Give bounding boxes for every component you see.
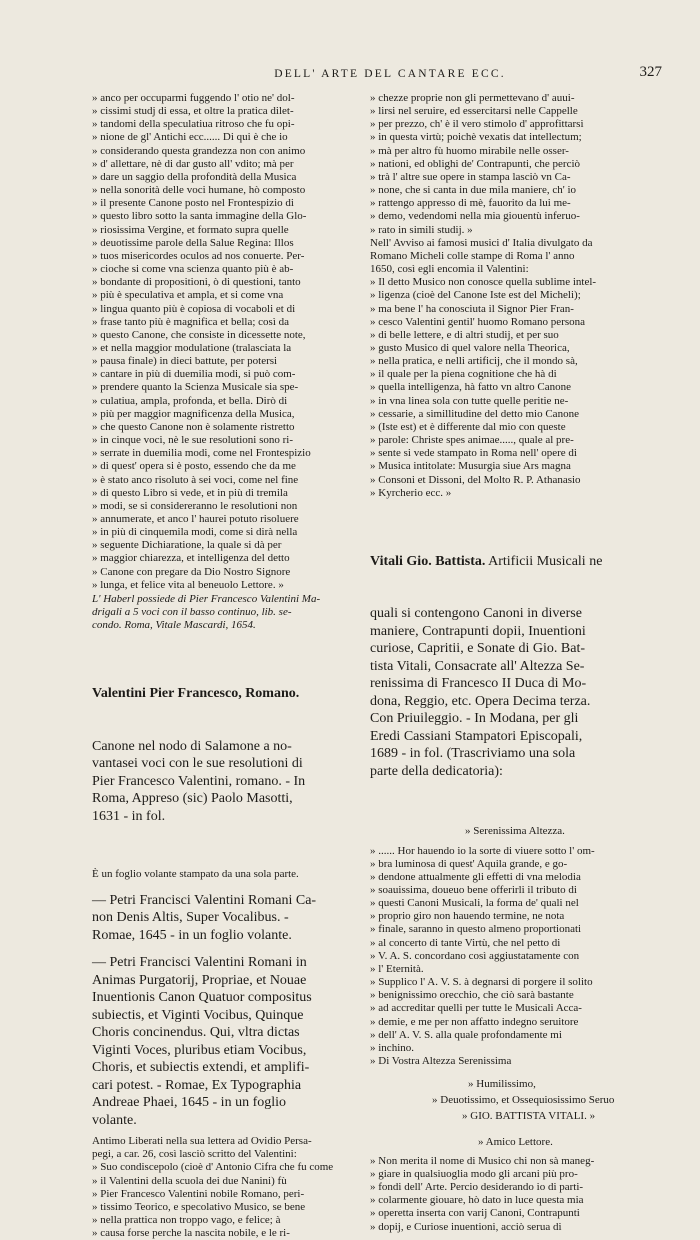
text-line: » Consoni et Dissoni, del Molto R. P. Athanasio [370, 473, 581, 486]
text-line: » colarmente giouare, hò dato in luce questa mia [370, 1194, 584, 1207]
text-line: » più per maggior magnificenza della Musica, [92, 407, 295, 420]
text-line: » Musica intitolate: Musurgia siue Ars magna [370, 460, 571, 473]
liberati-quote [92, 1135, 350, 1240]
entry-line: curiose, Capritii, e Sonate di Gio. Bat- [370, 641, 586, 657]
text-line: » nella sonorità delle voci humane, hò composto [92, 184, 306, 197]
text-line: » trà l' altre sue opere in stampa lasciò vn Ca- [370, 170, 571, 183]
entry-line: Viginti Voces, pluribus etiam Vocibus, [92, 1042, 307, 1058]
left-column [92, 92, 350, 1240]
text-line: pegi, a car. 26, così lasciò scritto del Valentini: [92, 1148, 297, 1161]
entry-line: Choris concinendus. Qui, vltra dictas [92, 1025, 300, 1041]
text-line: » Di Vostra Altezza Serenissima [370, 1055, 512, 1067]
text-line: » ligenza (cioè del Canone Iste est del Micheli); [370, 289, 581, 302]
text-line: » considerando questa grandezza non con animo [92, 144, 306, 157]
entry-line: — Petri Francisci Valentini Romani Ca- [92, 892, 317, 908]
text-line: » quella intelligenza, hà fatto vn altro Canone [370, 381, 571, 394]
text-line: » V. A. S. concordano così aggiustatamente con [370, 949, 580, 962]
text-line: » tandomi della speculatiua ritroso che fu opi- [92, 118, 295, 131]
text-line: » rattengo appresso di mè, fauorito da lui me- [370, 197, 571, 210]
text-line: » giare in qualsiuoglia modo gli arcani più pro- [370, 1167, 578, 1180]
entry-line: volante. [92, 1112, 137, 1128]
lettore-text [370, 1155, 660, 1234]
text-line: » finale, saranno in questo almeno proportionati [370, 923, 582, 936]
text-line: » cissimi studj di essa, et oltre la pratica dilet- [92, 105, 294, 118]
text-line: » rato in simili studij. » [370, 223, 473, 236]
text-line: » cioche si come vna scienza quanto più è ab- [92, 263, 294, 276]
text-line: » bondante di propositioni, ò di questioni, tanto [92, 276, 301, 289]
text-line: » dell' A. V. S. alla quale profondamente mi [370, 1028, 562, 1041]
text-line: » serrate in duemilia modi, come nel Frontespizio [92, 447, 311, 460]
entry-line: Pier Francesco Valentini, romano. - In [92, 773, 306, 789]
page-number: 327 [639, 64, 662, 80]
entry-note: È un foglio volante stampato da una sola parte. [92, 868, 299, 881]
text-line: » sente si vede stampato in Roma nell' opere di [370, 447, 577, 460]
text-line: » Canone con pregare da Dio Nostro Signore [92, 565, 291, 578]
text-line: » dendone attualmente gli effetti di vna melodia [370, 870, 581, 883]
text-line: » parole: Christe spes animae....., quale al pre- [370, 434, 574, 447]
text-line: » Supplico l' A. V. S. à degnarsi di porgere il solito [370, 976, 593, 989]
text-line: » nione de gl' Antichi ecc...... Di qui è che io [92, 131, 288, 144]
running-title: DELL' ARTE DEL CANTARE ECC. [274, 68, 506, 80]
entry-line: Andreae Phaei, 1645 - in un foglio [92, 1095, 287, 1111]
text-line: L' Haberl possiede di Pier Francesco Valentini Ma- [92, 592, 321, 605]
text-line: » tissimo Teorico, e specolativo Musico, se bene [92, 1200, 306, 1213]
continued-quote [92, 92, 350, 592]
entry-line: Eredi Cassiani Stampatori Episcopali, [370, 728, 583, 744]
text-line: » ad accreditar quelli per tutte le Musicali Acca- [370, 1002, 582, 1015]
text-line: » mà per altro fù huomo mirabile nelle osser- [370, 144, 569, 157]
text-line: » et nella maggior modulatione (tralasciata la [92, 341, 292, 354]
text-line: » operetta inserta con varij Canoni, Contrapunti [370, 1207, 580, 1220]
text-line: » Kyrcherio ecc. » [370, 486, 452, 499]
text-line: » seguente Dichiaratione, la quale si dà per [92, 539, 282, 552]
entry-canon-purgatorij [92, 954, 350, 1129]
lettore-salutation: » Amico Lettore. [478, 1135, 553, 1148]
text-line: » nationi, ed oblighi de' Contrapunti, che perciò [370, 157, 581, 170]
text-line: » prendere quanto la Scienza Musicale sia spe- [92, 381, 299, 394]
signature-devoted: » Deuotissimo, et Ossequiosissimo Seruo [432, 1094, 615, 1107]
entry-line: subiectis, et Viginti Vocibus, Quinque [92, 1007, 304, 1023]
text-line: » l' Eternità. [370, 962, 424, 975]
dedication-text [370, 845, 660, 1069]
text-line: » frase tanto più è magnifica et bella; così da [92, 315, 290, 328]
text-line: » in più di cinquemila modi, come si dirà nella [92, 526, 298, 539]
continued-liberati-quote [370, 92, 660, 237]
text-line: » il Valentini della scuola dei due Nanini) fù [92, 1174, 287, 1187]
text-line: » cantare in più di duemilia modi, si può com- [92, 368, 296, 381]
text-line: » nella prattica non troppo vago, e felice; à [92, 1214, 281, 1226]
entry-heading: Valentini Pier Francesco, Romano. [92, 686, 300, 702]
entry-line: Roma, Appreso (sic) Paolo Masotti, [92, 791, 293, 807]
text-line: » ...... Hor hauendo io la sorte di viuere sotto l' om- [370, 844, 595, 857]
text-line: Nell' Avviso ai famosi musici d' Italia divulgato da [370, 236, 593, 249]
entry-line: maniere, Contrapunti dopii, Inuentioni [370, 623, 586, 639]
text-line: » questo libro sotto la santa immagine della Glo- [92, 210, 307, 223]
text-line: » gusto Musico di quel valore nella Theorica, [370, 341, 570, 354]
text-line: » è stato anco risoluto à sei voci, come nel fine [92, 473, 299, 486]
text-line: 1650, così egli encomia il Valentini: [370, 263, 529, 276]
text-line: » dare un saggio della profondità della Musica [92, 170, 297, 183]
text-line: » Non merita il nome di Musico chi non sà maneg- [370, 1154, 595, 1167]
text-line: drigali a 5 voci con il basso continuo, lib. se- [92, 606, 292, 619]
entry-heading-vitali: Vitali Gio. Battista. [370, 553, 486, 569]
haberl-note [92, 593, 350, 632]
text-line: » nella pratica, e nelli artificij, che il mondo sà, [370, 355, 578, 368]
text-line: » Pier Francesco Valentini nobile Romano, peri- [92, 1187, 305, 1200]
right-column [370, 92, 660, 1234]
entry-line: Choris, et subiectis extendi, et amplifi- [92, 1060, 310, 1076]
entry-line: dona, Reggio, etc. Opera Decima terza. [370, 693, 591, 709]
entry-line: Romae, 1645 - in un foglio volante. [92, 927, 292, 943]
text-line: Romano Micheli colle stampe di Roma l' anno [370, 249, 575, 262]
text-line: » il quale per la piena cognitione che hà di [370, 368, 557, 381]
text-line: condo. Roma, Vitale Mascardi, 1654. [92, 619, 256, 632]
text-line: » d' allettare, nè di dar gusto all' vdito; mà per [92, 157, 294, 170]
entry-first-line: Artificii Musicali ne [485, 553, 603, 569]
text-line: » riosissima Vergine, et formato supra quelle [92, 223, 289, 236]
text-line: » maggior chiarezza, et intelligenza del detto [92, 552, 290, 565]
text-line: » culatiua, ampla, profonda, et bella. Dirò di [92, 394, 288, 407]
text-line: » di belle lettere, e di altri studij, et per suo [370, 328, 559, 341]
text-line: » anco per occuparmi fuggendo l' otio ne' dol- [92, 92, 295, 104]
entry-line: Inuentionis Canon Quatuor compositus [92, 990, 312, 1006]
entry-line: non Denis Altis, Super Vocalibus. - [92, 910, 289, 926]
text-line: » dopij, e Curiose inuentioni, acciò serua di [370, 1220, 562, 1233]
text-line: » Il detto Musico non conosce quella sublime intel- [370, 276, 597, 289]
entry-line: cari potest. - Romae, Ex Typographia [92, 1077, 302, 1093]
entry-line: Con Priuileggio. - In Modana, per gli [370, 711, 579, 727]
text-line: » lingua quanto più è copiosa di vocaboli et di [92, 302, 296, 315]
text-line: » in questa virtù; poichè vexatis dat intellectum; [370, 131, 582, 144]
text-line: » per prezzo, ch' è il vero stimolo d' approfittarsi [370, 118, 584, 131]
text-line: » inchino. [370, 1041, 414, 1054]
text-line: » annumerate, et anco l' haurei potuto risoluere [92, 513, 299, 525]
text-line: » questo Canone, che consiste in dicessette note, [92, 328, 306, 341]
text-line: » (Iste est) et è differente dal mio con queste [370, 420, 566, 433]
entry-valentini [92, 650, 350, 860]
text-line: » none, che si canta in due mila maniere, ch' io [370, 184, 577, 197]
text-line: » in cinque voci, nè le sue resolutioni sono ri- [92, 434, 294, 447]
text-line: » Suo condiscepolo (cioè d' Antonio Cifra che fu come [92, 1161, 334, 1174]
signature-humble: » Humilissimo, [468, 1078, 536, 1091]
entry-line: — Petri Francisci Valentini Romani in [92, 955, 307, 971]
text-line: » ma bene l' ha conosciuta il Signor Pier Fran- [370, 302, 574, 315]
entry-line: Canone nel nodo di Salamone a no- [92, 738, 292, 754]
text-line: » cessarie, a simillitudine del detto mio Canone [370, 407, 579, 420]
text-line: » di quest' opera si è posto, essendo che da me [92, 460, 296, 473]
text-line: » proprio giro non hauendo termine, ne nota [370, 910, 565, 923]
entry-line: renissima di Francesco II Duca di Mo- [370, 676, 587, 692]
entry-line: 1631 - in fol. [92, 808, 166, 824]
text-line: » questi Canoni Musicali, la forma de' quali nel [370, 897, 579, 910]
entry-line: 1689 - in fol. (Trascriviamo una sola [370, 746, 576, 762]
entry-line: quali si contengono Canoni in diverse [370, 606, 582, 622]
text-line: » lunga, et felice vita al beneuolo Lettore. » [92, 578, 284, 591]
signature-name: » GIO. BATTISTA VITALI. » [462, 1110, 596, 1123]
text-line: » il presente Canone posto nel Frontespizio di [92, 197, 294, 210]
text-line: » causa forse perche la nascita nobile, e le ri- [92, 1227, 290, 1240]
text-line: » tuos misericordes oculos ad nos conuerte. Per- [92, 249, 305, 262]
text-line: » lirsi nel seruire, ed essercitarsi nelle Cappelle [370, 105, 578, 118]
text-line: » che questo Canone non è solamente ristretto [92, 420, 295, 433]
text-line: » demie, e me per non affatto indegno seruitore [370, 1015, 579, 1028]
text-line: » al concerto di tante Virtù, che nel petto di [370, 936, 561, 949]
text-line: » cesco Valentini gentil' huomo Romano persona [370, 315, 586, 328]
text-line: » di questo Libro si vede, et in più di tremila [92, 486, 288, 499]
text-line: » in vna linea sola con tutte quelle peritie ne- [370, 394, 569, 407]
text-line: » più è speculativa et ampla, et si come vna [92, 289, 284, 302]
entry-line: Animas Purgatorij, Propriae, et Nouae [92, 972, 307, 988]
text-line: » demo, vedendomi nella mia giouentù inferuo- [370, 210, 580, 223]
entry-canon-denis [92, 892, 350, 945]
text-line: » modi, se si considereranno le resolutioni non [92, 499, 298, 512]
text-line: » soauissima, doueuo bene offerirli il tributo di [370, 883, 577, 896]
entry-vitali [370, 518, 660, 816]
avviso-quote [370, 237, 660, 500]
salutation: » Serenissima Altezza. [465, 825, 565, 838]
text-line: » pausa finale) in dieci battute, per potersi [92, 355, 278, 368]
text-line: » benignissimo orecchio, che ciò sarà bastante [370, 989, 574, 1002]
entry-line: vantasei voci con le sue resolutioni di [92, 756, 303, 772]
text-line: » bra luminosa di quest' Aquila grande, e go- [370, 857, 568, 870]
text-line: » chezze proprie non gli permettevano d' auui- [370, 92, 575, 104]
text-line: Antimo Liberati nella sua lettera ad Ovidio Persa- [92, 1135, 312, 1148]
text-line: » fondi dell' Arte. Percio desiderando io di parti- [370, 1181, 584, 1194]
entry-line: parte della dedicatoria): [370, 763, 503, 779]
text-line: » deuotissime parole della Salue Regina: Illos [92, 236, 294, 249]
entry-line: tista Vitali, Consacrate all' Altezza Se- [370, 658, 585, 674]
